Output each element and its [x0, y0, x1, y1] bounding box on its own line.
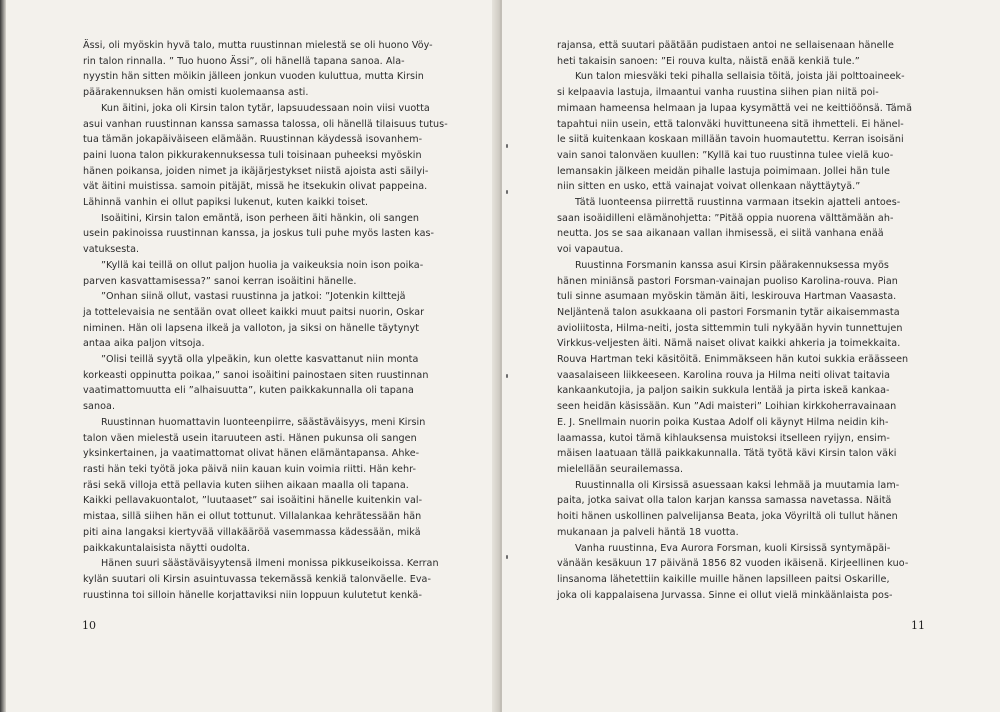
text-line: usein pakinoissa ruustinnan kanssa, ja joskus tuli puhe myös lasten kas- [83, 228, 435, 240]
right-page [502, 0, 1000, 712]
right-page-body-text [557, 38, 929, 603]
text-line: Ruustinna Forsmanin kanssa asui Kirsin päärakennuksessa myös [575, 259, 889, 271]
text-line: tuli sinne asumaan myöskin tämän äiti, leskirouva Hartman Vaasasta. [557, 291, 897, 303]
text-line: Virkkus-veljesten äiti. Nämä naiset olivat kaikki ahkeria ja toimekkaita. [557, 338, 901, 350]
text-line: Isoäitini, Kirsin talon emäntä, ison perheen äiti hänkin, oli sangen [101, 212, 420, 224]
text-line: hoiti hänen uskollinen palvelijansa Beata, joka Vöyriltä oli tullut hänen [557, 511, 898, 523]
text-line: niin sitten en usko, että vainajat voivat ollenkaan näyttäytyä.” [557, 181, 861, 193]
text-line: antaa aika paljon vitsoja. [83, 338, 205, 350]
text-line: rasti hän teki työtä joka päivä niin kauan kuin voimia riitti. Hän kehr- [83, 463, 416, 475]
text-line: mistaa, sillä siihen hän ei ollut tottunut. Villalankaa kehrätessään hän [83, 511, 422, 523]
text-line: nyystin hän sitten möikin jälleen jonkun vuoden kuluttua, mutta Kirsin [83, 71, 424, 83]
text-line: vaasalaiseen liikkeeseen. Karolina rouva ja Hilma neiti olivat taitavia [557, 369, 891, 381]
text-line: vaatimattomuutta eli ”alhaisuutta”, kuten paikkakunnalla oli tapana [83, 385, 414, 397]
text-line: Ruustinnalla oli Kirsissä asuessaan kaksi lehmää ja muutamia lam- [575, 479, 900, 491]
text-line: rin talon rinnalla. ” Tuo huono Ässi”, oli hänellä tapana sanoa. Ala- [83, 55, 405, 67]
ink-speck [506, 555, 508, 559]
text-line: paini luona talon pikkurakennuksessa tuli toisinaan puheeksi myöskin [83, 149, 422, 161]
text-line: ”Kyllä kai teillä on ollut paljon huolia ja vaikeuksia noin ison poika- [101, 259, 424, 271]
text-line: piti aina langaksi kiertyvää villakääröä vasemmassa kädessään, mikä [83, 526, 421, 538]
text-line: seen heidän käsissään. Kun ”Adi maisteri” Loihian kirkkoherravainaan [557, 401, 897, 413]
text-line: kankaankutojia, ja paljon saikin sukkula lentää ja pirta iskeä kankaa- [557, 385, 890, 397]
text-line: saan isoäidilleni elämänohjetta: ”Pitää oppia nuorena välttämään ah- [557, 212, 894, 224]
text-line: rajansa, että suutari päätään pudistaen antoi ne sellaisenaan hänelle [557, 40, 894, 51]
text-line: avioliitosta, Hilma-neiti, josta sittemmin tuli nykyään hyvin tunnettujen [557, 322, 903, 334]
text-line: Kaikki pellavakuontalot, ”luutaaset” sai isoäitini hänelle kuitenkin val- [83, 495, 423, 507]
text-line: kylän suutari oli Kirsin asuintuvassa tekemässä kenkiä talonväelle. Eva- [83, 573, 431, 585]
text-line: Ässi, oli myöskin hyvä talo, mutta ruustinnan mielestä se oli huono Vöy- [83, 40, 433, 51]
text-line: yksinkertainen, ja vaatimattomat olivat hänen elämäntapansa. Ahke- [83, 448, 420, 460]
text-line: Kun talon miesväki teki pihalla sellaisia töitä, joista jäi polttoaineek- [575, 71, 905, 83]
text-line: lemansakin jälkeen meidän pihalle lastuja poimimaan. Jollei hän tule [557, 165, 890, 177]
text-line: hänen miniänsä pastori Forsman-vainajan puoliso Karolina-rouva. Pian [557, 275, 898, 287]
text-line: neutta. Jos se saa aikanaan vallan ihmisessä, ei siitä vanhana enää [557, 228, 884, 240]
ink-speck [506, 374, 508, 378]
text-line: vänään kesäkuun 17 päivänä 1856 82 vuoden ikäisenä. Kirjeellinen kuo- [557, 558, 909, 570]
text-line: joka oli kappalaisena Jurvassa. Sinne ei ollut vielä minkäänlaista pos- [557, 589, 893, 601]
text-line: linsanoma lähetettiin kaikille muille hänen lapsilleen paitsi Oskarille, [557, 573, 890, 585]
text-line: tua tämän jokapäiväiseen elämään. Ruustinnan käydessä isovanhem- [83, 134, 423, 146]
text-line: mimaan hameensa helmaan ja lupaa kysymättä vei ne keittiöönsä. Tämä [557, 102, 913, 114]
text-line: ”Olisi teillä syytä olla ylpeäkin, kun olette kasvattanut niin monta [101, 354, 419, 366]
text-line: korkeasti oppinutta poikaa,” sanoi isoäitini painostaen siten ruustinnan [83, 369, 429, 381]
text-line: sanoa. [83, 401, 116, 413]
text-line: le siitä kuitenkaan koskaan millään tavoin huomautettu. Kerran isoisäni [557, 134, 904, 146]
ink-speck [506, 144, 508, 148]
left-page-body-text [83, 38, 448, 603]
text-line: Ruustinnan huomattavin luonteenpiirre, säästäväisyys, meni Kirsin [101, 416, 426, 428]
text-line: Hänen suuri säästäväisyytensä ilmeni monissa pikkuseikoissa. Kerran [101, 558, 439, 570]
text-line: E. J. Snellmain nuorin poika Kustaa Adolf oli käynyt Hilma neidin kih- [557, 416, 889, 428]
text-line: parven kasvattamisessa?” sanoi kerran isoäitini hänelle. [83, 275, 357, 287]
text-line: Vanha ruustinna, Eva Aurora Forsman, kuoli Kirsissä syntymäpäi- [575, 542, 891, 554]
text-line: räsi sekä villoja että pellavia kuten siihen aikaan maalla oli tapana. [83, 479, 409, 491]
text-line: laamassa, kutoi tämä kihlauksensa muistoksi itselleen ryijyn, ensim- [557, 432, 890, 444]
text-line: Rouva Hartman teki käsitöitä. Enimmäkseen hän kutoi sukkia eräässeen [557, 354, 909, 366]
text-line: voi vapautua. [557, 244, 624, 256]
text-line: vät äitini muistissa. samoin pitäjät, missä he itsekukin olivat pappeina. [83, 181, 428, 193]
text-line: päärakennuksen hän omisti kuolemaansa asti. [83, 87, 309, 99]
ink-speck [506, 190, 508, 194]
text-line: Tätä luonteensa piirrettä ruustinna varmaan itsekin ajatteli antoes- [575, 197, 901, 209]
text-line: paikkakuntalaisista näytti oudolta. [83, 542, 250, 554]
text-line: mukanaan ja palveli häntä 18 vuotta. [557, 526, 739, 538]
text-line: mäisen laatuaan tällä paikkakunnalla. Tätä työtä kävi Kirsin talon väki [557, 448, 897, 460]
text-line: tapahtui niin usein, että talonväki huvittuneena sitä ihmetteli. Ei hänel- [557, 118, 904, 130]
text-line: Neljäntenä talon asukkaana oli pastori Forsmanin tytär aikaisemmasta [557, 306, 900, 318]
text-line: vain sanoi talonväen kuullen: ”Kyllä kai tuo ruustinna tulee vielä kuo- [557, 149, 894, 161]
text-line: ruustinna toi silloin hänelle korjattaviksi niin loppuun kulutetut kenkä- [83, 589, 422, 601]
text-line: Lähinnä vanhin ei ollut papiksi lukenut, kuten kaikki toiset. [83, 197, 369, 209]
text-line: ja tottelevaisia ne sentään ovat olleet kaikki muut paitsi nuorin, Oskar [83, 306, 425, 318]
left-page [0, 0, 498, 712]
text-line: vatuksesta. [83, 244, 140, 256]
left-page-number: 10 [82, 619, 96, 632]
text-line: heti takaisin sanoen: ”Ei rouva kulta, näistä enää kenkiä tule.” [557, 55, 860, 67]
text-line: asui vanhan ruustinnan kanssa samassa talossa, oli hänellä tilaisuus tutus- [83, 118, 448, 130]
scan-edge-shadow [0, 0, 6, 712]
text-line: hänen poikansa, joiden nimet ja ikäjärjestykset niistä ajoista asti säilyi- [83, 165, 429, 177]
text-line: niminen. Hän oli lapsena ilkeä ja valloton, ja siksi on hänelle täytynyt [83, 322, 420, 334]
text-line: mielellään seurailemassa. [557, 463, 684, 475]
text-line: paita, jotka saivat olla talon karjan kanssa samassa navetassa. Näitä [557, 495, 892, 507]
text-line: Kun äitini, joka oli Kirsin talon tytär, lapsuudessaan noin viisi vuotta [101, 102, 430, 114]
right-page-number: 11 [911, 619, 925, 632]
text-line: talon väen mielestä usein itaruuteen asti. Hänen pukunsa oli sangen [83, 432, 417, 444]
text-line: si kelpaavia lastuja, ilmaantui vanha ruustina siihen pian niitä poi- [557, 87, 879, 99]
text-line: ”Onhan siinä ollut, vastasi ruustinna ja jatkoi: ”Jotenkin kilttejä [101, 291, 406, 303]
